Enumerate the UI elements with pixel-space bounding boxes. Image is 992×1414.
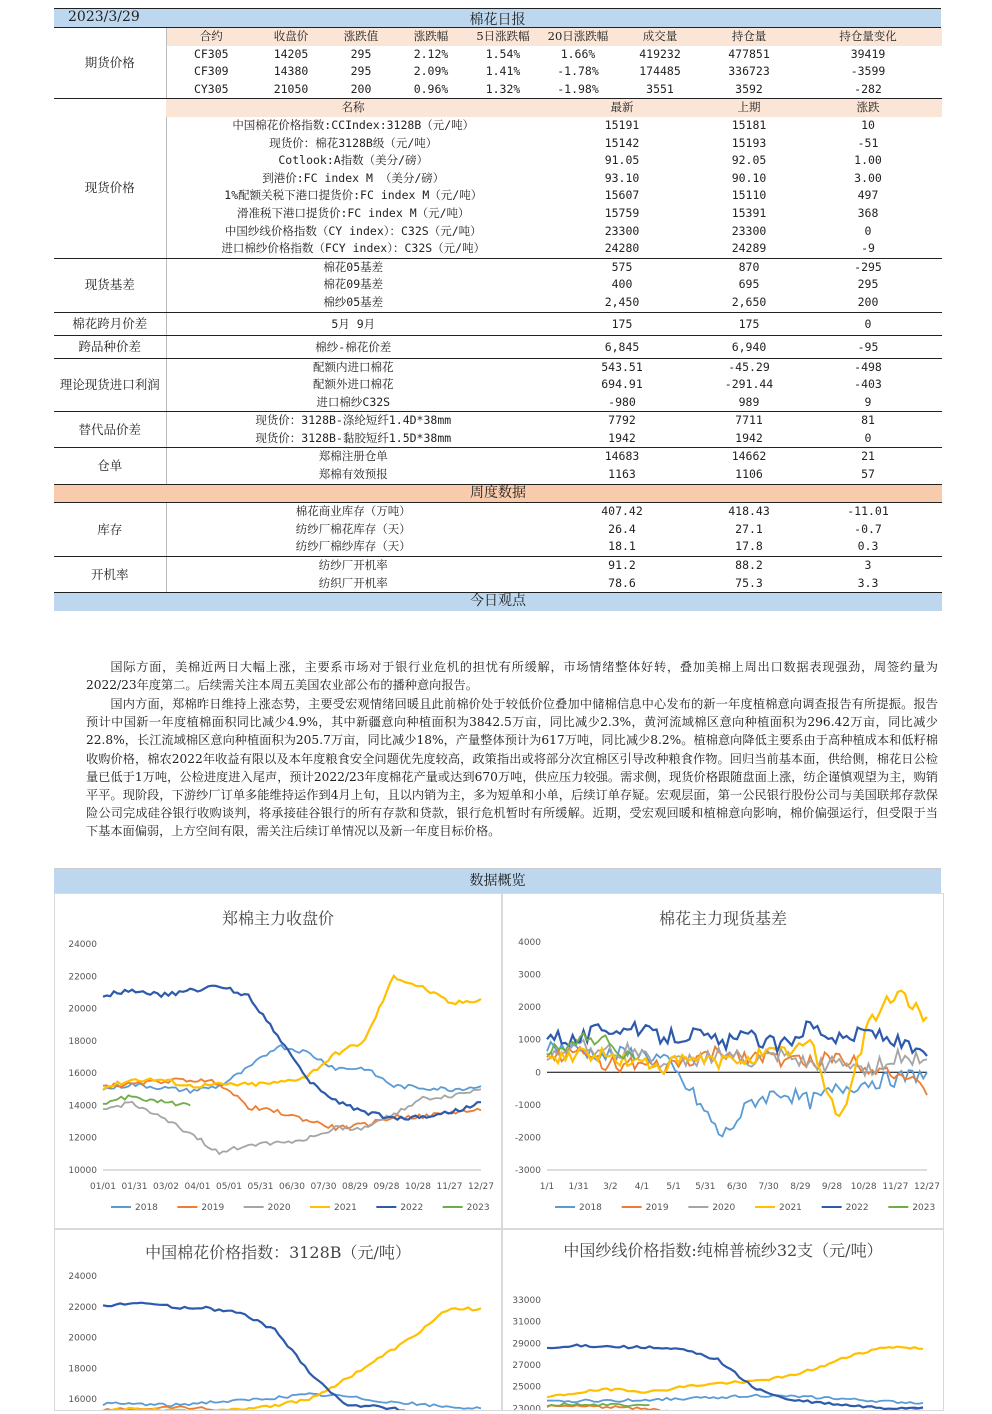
- futures-cell: 295: [350, 64, 372, 79]
- x-tick-label: 04/01: [184, 1182, 211, 1192]
- import-profit-previous: -291.44: [724, 377, 774, 392]
- spot-previous: 15110: [731, 188, 767, 203]
- section-label-futures: 期货价格: [54, 28, 166, 99]
- futures-column-header: 5日涨跌幅: [466, 28, 540, 46]
- x-tick-label: 3/2: [603, 1182, 618, 1192]
- series-line-2018: [547, 1042, 927, 1136]
- futures-cell: 1.54%: [485, 46, 521, 61]
- basis-name: 棉花05基差: [323, 259, 384, 274]
- x-tick-label: 6/30: [726, 1182, 748, 1192]
- inventory-name: 纺纱厂棉纱库存（天）: [166, 538, 540, 556]
- series-line-2022: [547, 1345, 923, 1409]
- y-tick-label: 27000: [512, 1361, 541, 1371]
- spot-change: 10: [861, 117, 875, 132]
- view-paragraph-domestic: 国内方面，郑棉昨日维持上涨态势，主要受宏观情绪回暖且此前棉价处于较低价位叠加中储棉信息中心发布的新一年度植棉意向调查报告有所提振。报告预计中国新一年度植棉面积同比减少4.9%，其中新疆意向种植面积为3842.5万亩，同比减少2.3%，黄河流域棉区意向种植面积为296.42万亩，同比减少22.8%，长江流域棉区意向种植面积为205.7万亩，同比减少18%，产量整体预计为617万吨，同比减少8.2%。植棉意向降低主要系由于高种植成本和低籽棉收购价格，棉农2022年收益有限以及本年度粮食安全问题优先度较高，政策指出或将部分次宜棉区引导改种粮食作物。回归当前基本面，供给侧，棉花日公检量已低于1万吨，公检进度进入尾声，预计2022/23年度棉花产量或达到670万吨，供应压力较强。需求侧，现货价格跟随盘面上涨，纺企谨慎观望为主，购销平平。现阶段，下游纱厂订单多能维持运作到4月上旬，且以内销为主，多为短单和小单，后续订单存疑。宏观层面，第一公民银行股份公司与美国联邦存款保险公司完成硅谷银行收购谈判，将承接硅谷银行的所有存款和贷款，银行危机暂时有所缓解。近期，受宏观回暖和植棉意向影响，棉价偏强运行，但受限于当下基本面偏弱，上方空间有限，需关注后续订单情况以及新一年度目标价格。: [86, 697, 938, 839]
- spot-latest: 15191: [604, 117, 640, 132]
- spot-change: -9: [794, 240, 942, 258]
- operating-rate-change: 3.3: [794, 575, 942, 593]
- series-line-2023: [103, 1095, 190, 1105]
- futures-cell: 2.12%: [413, 46, 449, 61]
- spot-previous: 15193: [731, 135, 767, 150]
- operating-rate-row: [54, 575, 942, 593]
- y-tick-label: 18000: [68, 1036, 97, 1047]
- futures-row: [54, 46, 942, 64]
- warehouse-receipt-change: 21: [861, 449, 875, 464]
- x-tick-label: 11/27: [882, 1182, 909, 1192]
- spot-row: [54, 152, 942, 170]
- substitute-previous: 1942: [704, 430, 794, 448]
- futures-cell: -282: [794, 81, 942, 99]
- x-tick-label: 5/1: [666, 1182, 681, 1192]
- spot-name: 中国棉花价格指数:CCIndex:3128B（元/吨）: [232, 117, 475, 132]
- futures-column-header: 涨跌幅: [396, 28, 466, 46]
- import-profit-previous: 989: [704, 394, 794, 412]
- substitute-latest: 1942: [540, 430, 704, 448]
- operating-rate-previous: 75.3: [704, 575, 794, 593]
- spot-name: 中国纱线价格指数（CY index）：C32S（元/吨）: [224, 223, 482, 238]
- legend-label: 2021: [779, 1203, 802, 1213]
- spot-previous: 15391: [731, 205, 767, 220]
- report-date: 2023/3/29: [68, 9, 140, 25]
- report-title: 棉花日报: [469, 12, 526, 28]
- chart-title: 中国棉花价格指数：3128B（元/吨）: [145, 1243, 411, 1262]
- spot-latest: 15142: [604, 135, 640, 150]
- spread-previous: 175: [704, 312, 794, 335]
- section-label-cross-variety: 跨品种价差: [54, 335, 166, 358]
- spot-row: [54, 187, 942, 205]
- section-label-inventory: 库存: [54, 503, 166, 557]
- legend-label: 2018: [579, 1203, 602, 1213]
- import-profit-change: -403: [854, 377, 882, 392]
- spot-row: [54, 240, 942, 258]
- y-tick-label: -3000: [514, 1166, 541, 1176]
- import-profit-latest: 694.91: [601, 377, 643, 392]
- spot-latest: 91.05: [604, 153, 640, 168]
- cross-variety-row: [54, 335, 942, 358]
- inventory-change: -0.7: [854, 521, 882, 536]
- basis-latest: 2,450: [540, 294, 704, 312]
- x-tick-label: 1/1: [539, 1182, 555, 1192]
- chart-panel-zhengmian-close: [54, 893, 502, 1229]
- spread-change: 0: [794, 312, 942, 335]
- y-tick-label: 25000: [512, 1382, 541, 1393]
- futures-cell: 14380: [273, 64, 309, 79]
- chart-title: 中国纱线价格指数:纯棉普梳纱32支（元/吨）: [563, 1241, 883, 1260]
- import-profit-name: 进口棉纱C32S: [166, 394, 540, 412]
- warehouse-receipt-name: 郑棉有效预报: [166, 466, 540, 484]
- import-profit-latest: 543.51: [601, 359, 643, 374]
- spot-latest: 24280: [540, 240, 704, 258]
- spot-header-blank: [54, 99, 166, 117]
- inventory-previous: 418.43: [728, 504, 770, 519]
- spot-name: Cotlook:A指数（美分/磅）: [278, 153, 429, 168]
- view-band-row: [54, 593, 942, 611]
- futures-cell: 21050: [256, 81, 326, 99]
- spot-row: [54, 135, 942, 153]
- spot-row: [54, 170, 942, 188]
- substitute-row: [54, 412, 942, 430]
- futures-cell: -1.98%: [540, 81, 616, 99]
- section-label-warehouse-receipt: 仓单: [54, 448, 166, 484]
- warehouse-receipt-latest: 1163: [540, 466, 704, 484]
- y-tick-label: 16000: [68, 1069, 97, 1080]
- y-tick-label: 18000: [68, 1364, 97, 1375]
- y-tick-label: 33000: [512, 1296, 541, 1306]
- futures-column-header: 合约: [166, 28, 256, 46]
- operating-rate-change: 3: [864, 558, 872, 573]
- legend-label: 2019: [645, 1203, 669, 1213]
- spot-previous: 90.10: [731, 170, 767, 185]
- today-view-title: 今日观点: [54, 593, 942, 611]
- basis-previous: 2,650: [704, 294, 794, 312]
- basis-latest: 400: [611, 277, 633, 292]
- spot-change: 1.00: [854, 153, 882, 168]
- warehouse-receipt-change: 57: [794, 466, 942, 484]
- y-tick-label: -1000: [514, 1100, 541, 1111]
- y-tick-label: 16000: [68, 1395, 97, 1406]
- x-tick-label: 01/01: [90, 1182, 116, 1192]
- y-tick-label: 22000: [68, 1302, 97, 1313]
- spot-column-header-latest: 最新: [540, 99, 704, 117]
- futures-cell: -3599: [850, 64, 886, 79]
- substitute-change: 81: [861, 413, 875, 428]
- import-profit-change: -498: [854, 359, 882, 374]
- operating-rate-name: 纺纱厂开机率: [318, 558, 388, 573]
- spot-change: -51: [857, 135, 879, 150]
- substitute-latest: 7792: [608, 413, 636, 428]
- report-table: [54, 28, 942, 611]
- futures-cell: 419232: [639, 46, 681, 61]
- futures-cell: 174485: [639, 64, 681, 79]
- inventory-name: 纺纱厂棉花库存（天）: [295, 521, 411, 536]
- futures-cell: 2.09%: [413, 64, 449, 79]
- spot-previous: 15181: [731, 117, 767, 132]
- chart-basis: [503, 894, 943, 1228]
- futures-column-header: 20日涨跌幅: [540, 28, 616, 46]
- x-tick-label: 7/30: [758, 1182, 779, 1192]
- import-profit-previous: -45.29: [728, 359, 770, 374]
- futures-row: [54, 63, 942, 81]
- x-tick-label: 10/28: [405, 1182, 431, 1192]
- spot-previous: 24289: [704, 240, 794, 258]
- cross-variety-previous: 6,940: [704, 335, 794, 358]
- y-tick-label: 29000: [512, 1339, 541, 1350]
- basis-row: [54, 294, 942, 312]
- cross-variety-latest: 6,845: [540, 335, 704, 358]
- y-tick-label: 20000: [68, 1004, 97, 1015]
- x-tick-label: 05/31: [247, 1182, 274, 1192]
- x-tick-label: 08/29: [342, 1182, 368, 1192]
- chart-title: 郑棉主力收盘价: [221, 909, 334, 928]
- legend-label: 2022: [845, 1203, 869, 1213]
- x-tick-label: 12/27: [914, 1182, 940, 1192]
- futures-column-header: 成交量: [616, 28, 704, 46]
- chart-panel-cotton-index: [54, 1229, 502, 1411]
- spot-row: [54, 117, 942, 135]
- futures-cell: 295: [350, 46, 372, 61]
- weekly-data-title: 周度数据: [54, 484, 942, 503]
- spot-latest: 15759: [604, 205, 640, 220]
- spread-name: 5月 9月: [166, 312, 540, 335]
- x-tick-label: 10/28: [850, 1182, 877, 1192]
- series-line-2018: [103, 1045, 481, 1093]
- futures-column-header: 持仓量变化: [794, 28, 942, 46]
- legend-label: 2020: [267, 1203, 291, 1213]
- y-tick-label: 31000: [512, 1317, 541, 1328]
- operating-rate-latest: 78.6: [540, 575, 704, 593]
- cross-variety-name: 棉纱-棉花价差: [166, 335, 540, 358]
- futures-header-row: [54, 28, 942, 46]
- spot-row: [54, 223, 942, 241]
- spot-column-header-prev: 上期: [704, 99, 794, 117]
- futures-cell: 477851: [728, 46, 770, 61]
- spot-previous: 23300: [731, 223, 767, 238]
- legend-label: 2020: [712, 1203, 736, 1213]
- substitute-name: 现货价：3128B-黏胶短纤1.5D*38mm: [166, 430, 540, 448]
- y-tick-label: 22000: [68, 972, 97, 983]
- futures-cell: 3592: [704, 81, 794, 99]
- spot-row: [54, 205, 942, 223]
- cross-variety-change: -95: [794, 335, 942, 358]
- import-profit-row: [54, 394, 942, 412]
- operating-rate-latest: 91.2: [608, 558, 636, 573]
- x-tick-label: 07/30: [310, 1182, 337, 1192]
- substitute-previous: 7711: [735, 413, 763, 428]
- weekly-band-row: [54, 484, 942, 503]
- x-tick-label: 03/02: [153, 1182, 179, 1192]
- inventory-change: -11.01: [847, 504, 889, 519]
- basis-previous: 695: [738, 277, 760, 292]
- x-tick-label: 5/31: [695, 1182, 716, 1192]
- spread-row: [54, 312, 942, 335]
- basis-name: 棉花09基差: [323, 277, 384, 292]
- import-profit-change: 9: [794, 394, 942, 412]
- y-tick-label: -2000: [514, 1133, 541, 1144]
- x-tick-label: 4/1: [634, 1182, 650, 1192]
- basis-previous: 870: [738, 259, 760, 274]
- x-tick-label: 8/29: [790, 1182, 811, 1192]
- chart-title: 棉花主力现货基差: [658, 909, 787, 928]
- basis-change: 200: [794, 294, 942, 312]
- spot-column-header-name: 名称: [166, 99, 540, 117]
- spot-latest: 15607: [604, 188, 640, 203]
- basis-change: -295: [854, 259, 882, 274]
- operating-rate-previous: 88.2: [735, 558, 763, 573]
- operating-rate-row: [54, 557, 942, 575]
- warehouse-receipt-name: 郑棉注册仓单: [318, 449, 388, 464]
- series-line-2021: [103, 976, 481, 1090]
- y-tick-label: 24000: [68, 1272, 97, 1282]
- spot-change: 3.00: [854, 170, 882, 185]
- series-line-2019: [103, 1078, 481, 1130]
- inventory-change: 0.3: [794, 538, 942, 556]
- legend-label: 2021: [334, 1203, 357, 1213]
- legend-label: 2022: [400, 1203, 424, 1213]
- chart-panel-yarn-index: [502, 1229, 944, 1411]
- spot-latest: 93.10: [604, 170, 640, 185]
- warehouse-receipt-row: [54, 466, 942, 484]
- y-tick-label: 1000: [518, 1035, 541, 1046]
- futures-cell: 0.96%: [396, 81, 466, 99]
- spot-previous: 92.05: [731, 153, 767, 168]
- futures-cell: 1.41%: [485, 64, 521, 79]
- spot-name: 到港价:FC index M （美分/磅）: [262, 170, 445, 185]
- futures-cell: 14205: [273, 46, 309, 61]
- spot-name: 滑准税下港口提货价:FC index M（元/吨）: [236, 205, 470, 220]
- legend-label: 2023: [912, 1203, 936, 1213]
- inventory-row: [54, 503, 942, 521]
- futures-cell: 1.32%: [466, 81, 540, 99]
- section-label-spread: 棉花跨月价差: [54, 312, 166, 335]
- report-title-bar: [54, 8, 941, 28]
- y-tick-label: 3000: [518, 970, 541, 981]
- inventory-row: [54, 538, 942, 556]
- futures-cell: 200: [326, 81, 396, 99]
- y-tick-label: 14000: [68, 1101, 97, 1112]
- section-label-import-profit: 理论现货进口利润: [54, 358, 166, 412]
- x-tick-label: 06/30: [279, 1182, 305, 1192]
- basis-change: 295: [857, 277, 879, 292]
- y-tick-label: 4000: [518, 938, 541, 948]
- futures-column-header: 收盘价: [256, 28, 326, 46]
- import-profit-row: [54, 376, 942, 394]
- series-line-2022: [103, 986, 481, 1120]
- y-tick-label: 10000: [68, 1166, 97, 1176]
- futures-cell: 39419: [850, 46, 886, 61]
- legend-label: 2019: [201, 1203, 225, 1213]
- x-tick-label: 9/28: [821, 1182, 843, 1192]
- legend-label: 2018: [135, 1203, 158, 1213]
- section-label-spot: 现货价格: [54, 117, 166, 258]
- warehouse-receipt-previous: 14662: [731, 449, 767, 464]
- y-tick-label: 23000: [512, 1404, 541, 1410]
- spot-name: 进口棉纱价格指数（FCY index）：C32S（元/吨）: [166, 240, 540, 258]
- spread-latest: 175: [540, 312, 704, 335]
- spot-name: 1%配额关税下港口提货价:FC index M（元/吨）: [224, 188, 483, 203]
- section-label-substitute: 替代品价差: [54, 412, 166, 448]
- chart-panel-basis: [502, 893, 944, 1229]
- y-tick-label: 24000: [68, 940, 97, 950]
- futures-cell: -1.78%: [557, 64, 599, 79]
- substitute-name: 现货价：3128B-涤纶短纤1.4D*38mm: [255, 413, 452, 428]
- y-tick-label: 2000: [518, 1003, 541, 1014]
- inventory-latest: 18.1: [540, 538, 704, 556]
- overview-title: 数据概览: [54, 868, 941, 893]
- futures-cell: 1.66%: [560, 46, 596, 61]
- report-table-area: [54, 28, 942, 611]
- spot-header-row: [54, 99, 942, 117]
- futures-cell: CF305: [193, 46, 229, 61]
- y-tick-label: 0: [535, 1068, 541, 1079]
- futures-row: [54, 81, 942, 99]
- spot-column-header-change: 涨跌: [794, 99, 942, 117]
- warehouse-receipt-latest: 14683: [604, 449, 640, 464]
- inventory-previous: 27.1: [735, 521, 763, 536]
- import-profit-name: 配额内进口棉花: [313, 359, 394, 374]
- operating-rate-name: 纺织厂开机率: [166, 575, 540, 593]
- inventory-row: [54, 521, 942, 539]
- basis-row: [54, 258, 942, 276]
- futures-column-header: 涨跌值: [326, 28, 396, 46]
- view-paragraph-international: 国际方面，美棉近两日大幅上涨，主要系市场对于银行业危机的担忧有所缓解，市场情绪整体好转，叠加美棉上周出口数据表现强劲，周签约量为2022/23年度第二。后续需关注本周五美国农业部公布的播种意向报告。: [86, 660, 938, 693]
- series-line-2018: [547, 1395, 923, 1404]
- futures-column-header: 持仓量: [704, 28, 794, 46]
- x-tick-label: 11/27: [436, 1182, 463, 1192]
- futures-cell: CF309: [193, 64, 229, 79]
- warehouse-receipt-previous: 1106: [704, 466, 794, 484]
- y-tick-label: 12000: [68, 1133, 97, 1144]
- inventory-name: 棉花商业库存（万吨）: [295, 504, 411, 519]
- x-tick-label: 12/27: [468, 1182, 494, 1192]
- futures-cell: 3551: [616, 81, 704, 99]
- inventory-latest: 26.4: [608, 521, 636, 536]
- inventory-latest: 407.42: [601, 504, 643, 519]
- basis-name: 棉纱05基差: [166, 294, 540, 312]
- substitute-change: 0: [794, 430, 942, 448]
- basis-row: [54, 276, 942, 294]
- y-tick-label: 20000: [68, 1333, 97, 1344]
- legend-label: 2023: [466, 1203, 490, 1213]
- spot-latest: 23300: [604, 223, 640, 238]
- series-line-2020: [103, 1089, 481, 1154]
- series-line-2022: [103, 1303, 481, 1410]
- inventory-previous: 17.8: [704, 538, 794, 556]
- futures-cell: 336723: [728, 64, 770, 79]
- x-tick-label: 09/28: [373, 1182, 400, 1192]
- spot-change: 0: [864, 223, 872, 238]
- spot-name: 现货价：棉花3128B级（元/吨）: [269, 135, 438, 150]
- warehouse-receipt-row: [54, 448, 942, 466]
- section-label-basis: 现货基差: [54, 258, 166, 312]
- import-profit-latest: -980: [540, 394, 704, 412]
- x-tick-label: 05/01: [216, 1182, 242, 1192]
- import-profit-row: [54, 358, 942, 376]
- futures-cell: CY305: [166, 81, 256, 99]
- substitute-row: [54, 430, 942, 448]
- x-tick-label: 01/31: [121, 1182, 148, 1192]
- spot-change: 497: [857, 188, 879, 203]
- x-tick-label: 1/31: [568, 1182, 589, 1192]
- spot-change: 368: [857, 205, 879, 220]
- import-profit-name: 配额外进口棉花: [313, 377, 394, 392]
- basis-latest: 575: [611, 259, 633, 274]
- chart-zhengmian-close: [55, 894, 501, 1228]
- section-label-operating-rate: 开机率: [54, 557, 166, 593]
